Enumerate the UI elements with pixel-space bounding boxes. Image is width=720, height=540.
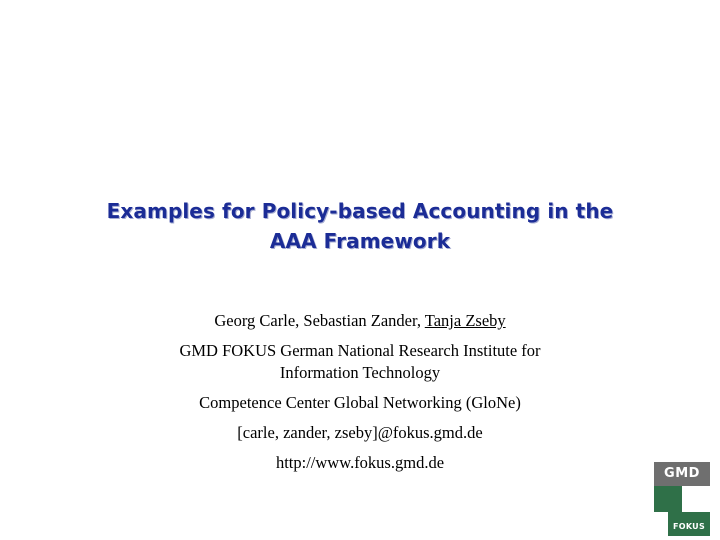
slide-title: [40, 196, 680, 256]
logo-gmd-text: GMD: [654, 462, 710, 486]
title-line-2: AAA Framework: [269, 229, 451, 253]
underlined-author: Tanja Zseby: [424, 311, 506, 330]
logo-white-block: [682, 486, 710, 512]
gmd-fokus-logo: [654, 462, 710, 536]
logo-white-notch: [654, 512, 668, 536]
slide-body: [60, 310, 660, 474]
authors-text: Georg Carle, Sebastian Zander,: [214, 311, 425, 330]
institute-line-2: Information Technology: [279, 363, 441, 382]
email-address: [carle, zander, zseby]@fokus.gmd.de: [237, 423, 483, 442]
website-url: http://www.fokus.gmd.de: [275, 453, 445, 472]
competence-center: Competence Center Global Networking (GloNe): [199, 393, 521, 412]
logo-fokus-text: FOKUS: [668, 512, 710, 536]
authors-line: [60, 310, 660, 332]
title-line-1: Examples for Policy-based Accounting in the: [106, 199, 614, 223]
institute-line-1: GMD FOKUS German National Research Institute for: [179, 341, 541, 360]
logo-green-block: [654, 486, 682, 512]
